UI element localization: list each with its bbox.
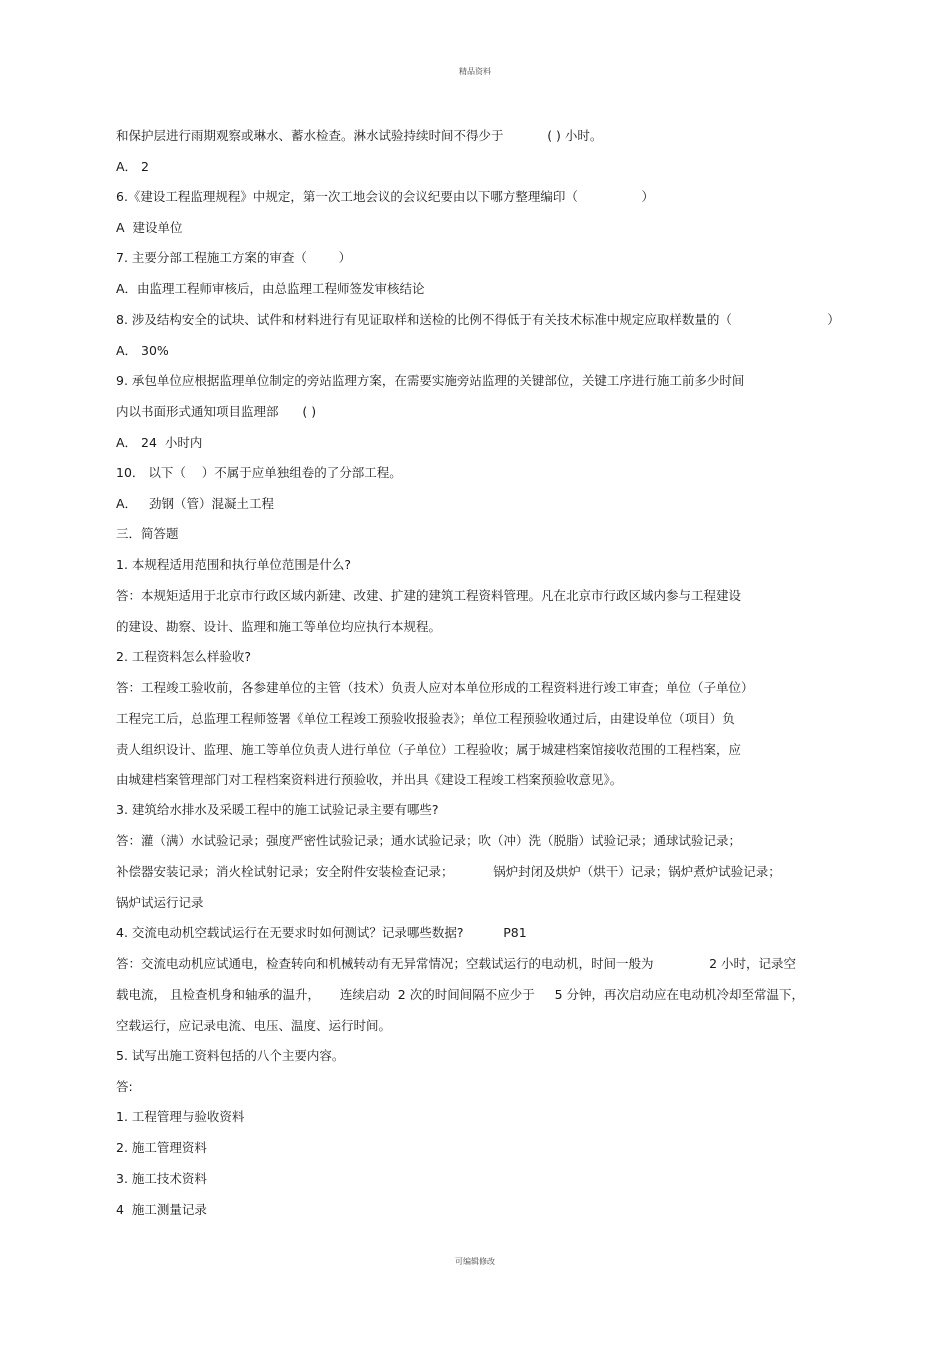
text-line: A． 30% — [116, 343, 169, 358]
text-line: A．由监理工程师审核后，由总监理工程师签发审核结论 — [116, 281, 425, 296]
text-line: 答：交流电动机应试通电，检查转向和机械转动有无异常情况；空载试运行的电动机，时间一般为 2 小时，记录空 — [116, 956, 797, 971]
text-line: 4. 交流电动机空载试运行在无要求时如何测试？记录哪些数据? P81 — [116, 925, 527, 940]
text-line: 5. 试写出施工资料包括的八个主要内容。 — [116, 1048, 345, 1063]
list-item: 1. 工程管理与验收资料 — [116, 1109, 245, 1124]
text-line: 责人组织设计、监理、施工等单位负责人进行单位（子单位）工程验收；属于城建档案馆接收范围的工程档案，应 — [116, 742, 742, 757]
list-item: 3. 施工技术资料 — [116, 1171, 207, 1186]
text-line: 9. 承包单位应根据监理单位制定的旁站监理方案，在需要实施旁站监理的关键部位，关键工序进行施工前多少时间 — [116, 373, 745, 388]
text-line: 补偿器安装记录；消火栓试射记录；安全附件安装检查记录； 锅炉封闭及烘炉（烘干）记录；锅炉煮炉试验记录； — [116, 864, 781, 879]
text-line: 答: — [116, 1079, 133, 1094]
text-line: A． 2 — [116, 159, 149, 174]
text-line: 3. 建筑给水排水及采暖工程中的施工试验记录主要有哪些? — [116, 802, 439, 817]
text-line: 7. 主要分部工程施工方案的审查（ ） — [116, 250, 352, 265]
text-line: 的建设、勘察、设计、监理和施工等单位均应执行本规程。 — [116, 619, 442, 634]
section-heading: 三．简答题 — [116, 526, 179, 541]
text-line: A 建设单位 — [116, 220, 183, 235]
text-line: 工程完工后，总监理工程师签署《单位工程竣工预验收报验表》；单位工程预验收通过后，由建设单位（项目）负 — [116, 711, 735, 726]
text-line: 1. 本规程适用范围和执行单位范围是什么? — [116, 557, 352, 572]
list-item: 4 施工测量记录 — [116, 1202, 207, 1217]
page-header: 精品资料 — [459, 67, 491, 76]
text-line: 和保护层进行雨期观察或琳水、蓄水检查。淋水试验持续时间不得少于 ( ) 小时。 — [116, 128, 603, 143]
text-line: A． 24 小时内 — [116, 435, 203, 450]
text-line: 2. 工程资料怎么样验收? — [116, 649, 252, 664]
text-line: 10． 以下（ ）不属于应单独组卷的了分部工程。 — [116, 465, 402, 480]
text-line: 空载运行，应记录电流、电压、温度、运行时间。 — [116, 1018, 392, 1033]
text-line: 载电流， 且检查机身和轴承的温升， 连续启动 2 次的时间间隔不应少于 5 分钟，再次启动应在电动机冷却至常温下， — [116, 987, 805, 1002]
text-line: A． 劲钢（管）混凝土工程 — [116, 496, 274, 511]
page-footer: 可编辑修改 — [455, 1257, 495, 1266]
list-item: 2. 施工管理资料 — [116, 1140, 207, 1155]
text-line: 答：工程竣工验收前，各参建单位的主管（技术）负责人应对本单位形成的工程资料进行竣工审查；单位（子单位） — [116, 680, 754, 695]
text-line: 答：本规矩适用于北京市行政区域内新建、改建、扩建的建筑工程资料管理。凡在北京市行政区域内参与工程建设 — [116, 588, 742, 603]
text-line: 6.《建设工程监理规程》中规定，第一次工地会议的会议纪要由以下哪方整理编印（ ） — [116, 189, 655, 204]
text-line: 答：灌（满）水试验记录；强度严密性试验记录；通水试验记录；吹（冲）洗（脱脂）试验记录；通球试验记录； — [116, 833, 742, 848]
text-line: 内以书面形式通知项目监理部 ( ) — [116, 404, 317, 419]
text-line: 锅炉试运行记录 — [116, 895, 204, 910]
text-line: 8. 涉及结构安全的试块、试件和材料进行有见证取样和送检的比例不得低于有关技术标准中规定应取样数量的（ ） — [116, 312, 840, 327]
text-line: 由城建档案管理部门对工程档案资料进行预验收，并出具《建设工程竣工档案预验收意见》。 — [116, 772, 623, 787]
